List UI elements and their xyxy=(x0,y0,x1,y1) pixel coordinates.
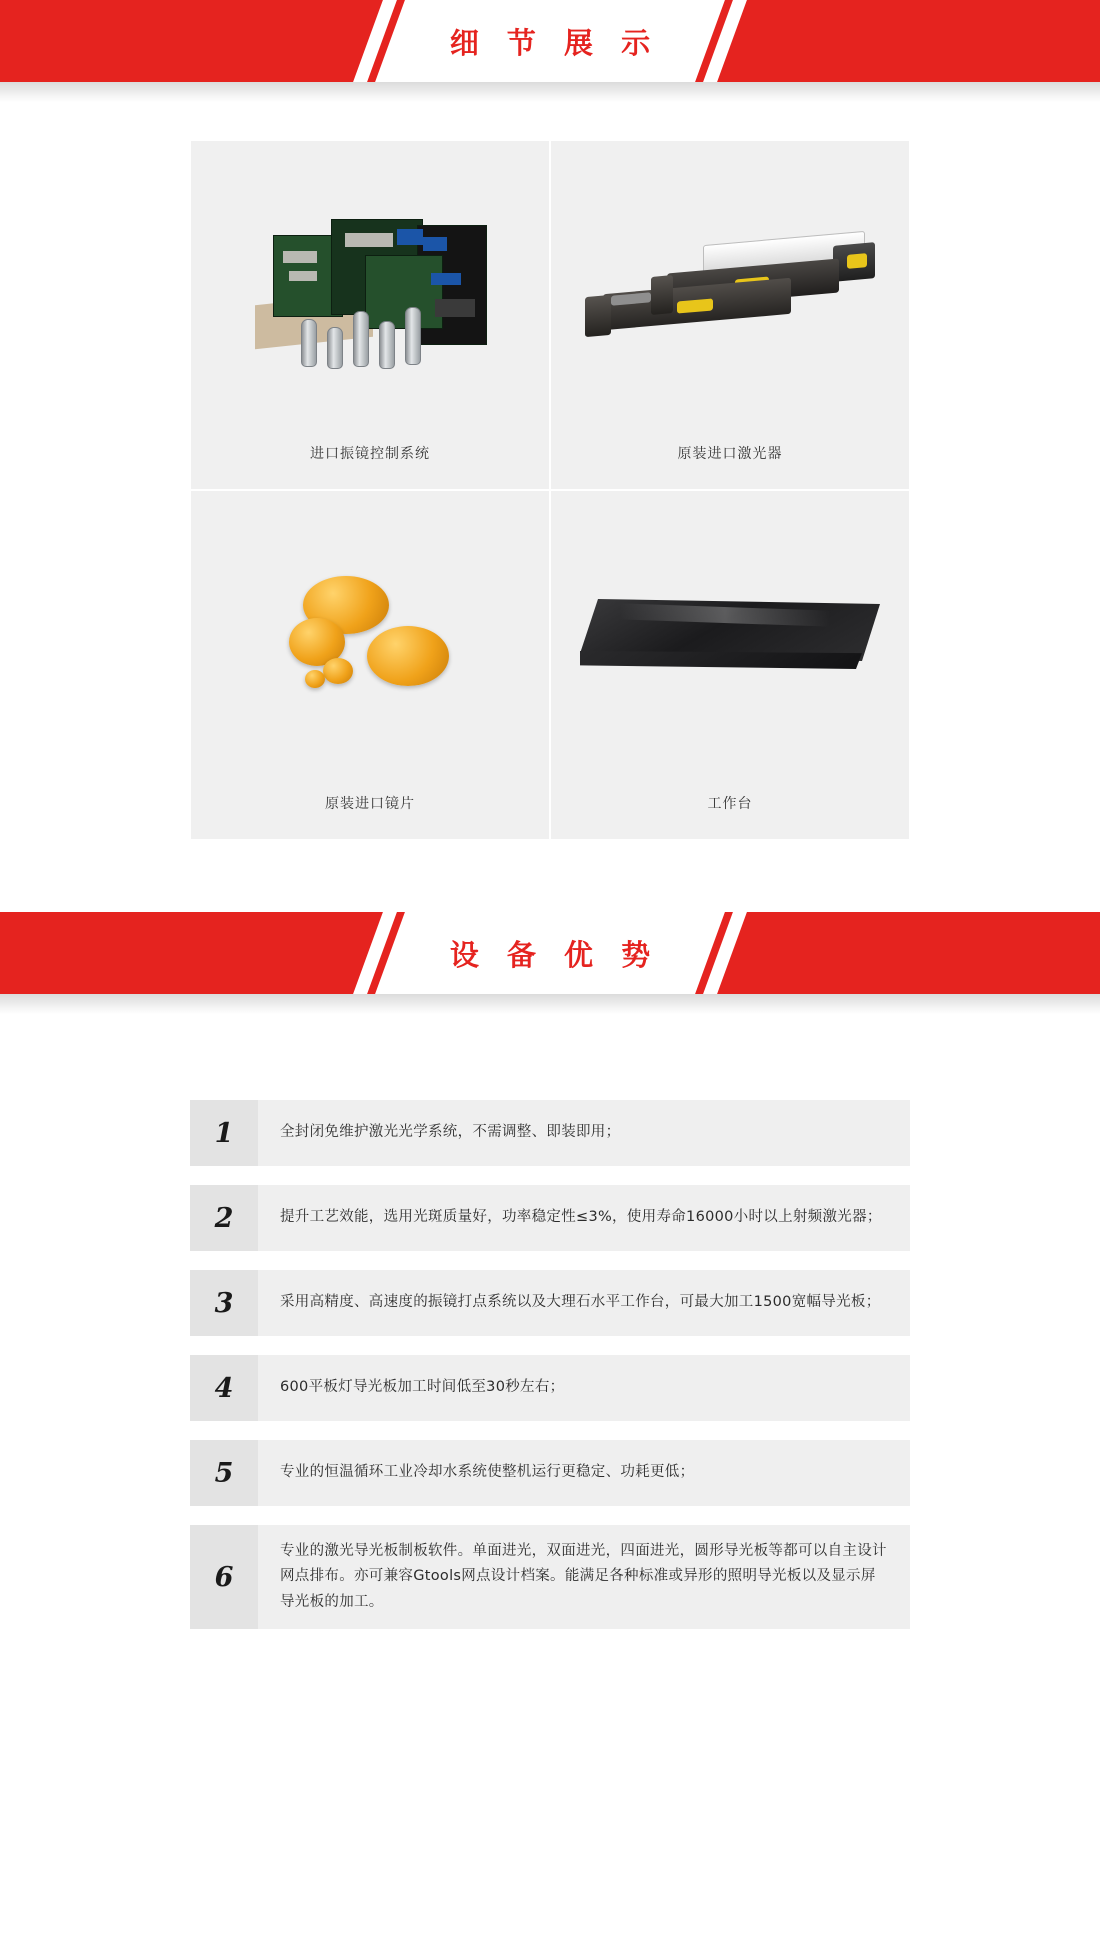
list-item xyxy=(190,1270,910,1336)
detail-grid xyxy=(190,140,910,840)
detail-image xyxy=(191,491,549,793)
advantage-text: 采用高精度、高速度的振镜打点系统以及大理石水平工作台，可最大加工1500宽幅导光板； xyxy=(280,1294,881,1311)
advantages-banner-title: 设 备 优 势 xyxy=(449,937,660,972)
list-item xyxy=(190,1525,910,1629)
advantages-section-banner xyxy=(0,912,1100,994)
detail-caption: 原装进口激光器 xyxy=(677,446,783,462)
advantage-number: 1 xyxy=(190,1100,258,1166)
banner-plate xyxy=(375,912,725,994)
advantage-text: 全封闭免维护激光光学系统，不需调整、即装即用； xyxy=(280,1124,621,1141)
detail-image xyxy=(551,141,909,443)
detail-section-banner xyxy=(0,0,1100,82)
detail-cell[interactable] xyxy=(550,140,910,490)
detail-cell[interactable] xyxy=(190,140,550,490)
lenses-icon xyxy=(285,572,455,712)
circuit-boards-icon xyxy=(245,207,495,377)
advantage-number: 3 xyxy=(190,1270,258,1336)
detail-cell[interactable] xyxy=(550,490,910,840)
banner-plate xyxy=(375,0,725,82)
detail-banner-title: 细 节 展 示 xyxy=(449,25,660,60)
detail-cell[interactable] xyxy=(190,490,550,840)
banner-shadow xyxy=(0,994,1100,1014)
list-item xyxy=(190,1355,910,1421)
detail-gallery xyxy=(0,102,1100,912)
list-item xyxy=(190,1100,910,1166)
advantage-number: 5 xyxy=(190,1440,258,1506)
detail-caption: 进口振镜控制系统 xyxy=(310,446,430,462)
detail-image xyxy=(191,141,549,443)
advantage-text: 专业的激光导光板制板软件。单面进光，双面进光，四面进光，圆形导光板等都可以自主设计网点排布。亦可兼容Gtools网点设计档案。能满足各种标准或异形的照明导光板以及显示屏导光板的加工。 xyxy=(280,1543,887,1610)
advantage-text: 专业的恒温循环工业冷却水系统使整机运行更稳定、功耗更低； xyxy=(280,1464,695,1481)
detail-caption: 工作台 xyxy=(707,796,753,812)
banner-shadow xyxy=(0,82,1100,102)
advantage-number: 4 xyxy=(190,1355,258,1421)
advantage-text: 600平板灯导光板加工时间低至30秒左右； xyxy=(280,1379,565,1396)
advantage-number: 2 xyxy=(190,1185,258,1251)
advantage-text: 提升工艺效能，选用光斑质量好，功率稳定性≤3%，使用寿命16000小时以上射频激光器； xyxy=(280,1209,882,1226)
detail-image xyxy=(551,491,909,793)
laser-tubes-icon xyxy=(585,232,875,352)
list-item xyxy=(190,1185,910,1251)
detail-caption: 原装进口镜片 xyxy=(325,796,415,812)
advantage-number: 6 xyxy=(190,1525,258,1629)
list-item xyxy=(190,1440,910,1506)
worktable-icon xyxy=(580,577,880,707)
advantages-list xyxy=(0,1014,1100,1699)
